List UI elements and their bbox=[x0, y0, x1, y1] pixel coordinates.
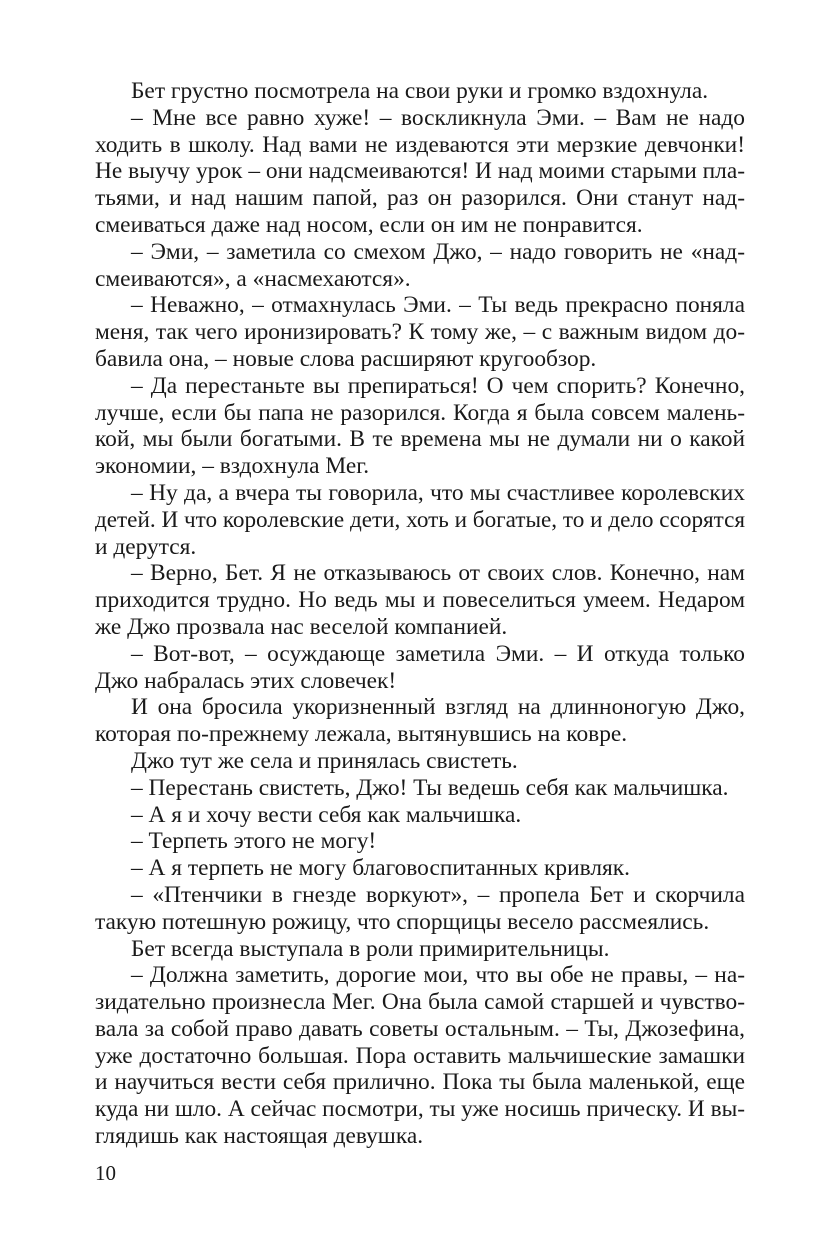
text-line: – А я и хочу вести себя как мальчишка. bbox=[131, 801, 522, 828]
text-line: и научиться вести себя прилично. Пока ты была маленькой, еще bbox=[95, 1069, 745, 1096]
text-line: тьями, и над нашим папой, раз он разорился. Они станут над- bbox=[95, 185, 745, 212]
text-line: смеиваться даже над носом, если он им не понравится. bbox=[95, 211, 643, 238]
text-line: – Вот-вот, – осуждающе заметила Эми. – И откуда только bbox=[131, 640, 745, 667]
text-line: – Ну да, а вчера ты говорила, что мы счастливее королевских bbox=[131, 479, 745, 506]
text-line: уже достаточно большая. Пора оставить мальчишеские замашки bbox=[95, 1042, 745, 1069]
text-line: – Должна заметить, дорогие мои, что вы обе не правы, – на- bbox=[131, 962, 745, 989]
text-line: вала за собой право давать советы остальным. – Ты, Джозефина, bbox=[95, 1015, 745, 1042]
text-line: куда ни шло. А сейчас посмотри, ты уже носишь прическу. И вы- bbox=[95, 1096, 745, 1123]
text-line: смеиваются», а «насмехаются». bbox=[95, 265, 411, 292]
text-line: Джо тут же села и принялась свистеть. bbox=[131, 747, 518, 774]
text-line: Бет грустно посмотрела на свои руки и громко вздохнула. bbox=[131, 78, 709, 104]
text-line: такую потешную рожицу, что спорщицы весело рассмеялись. bbox=[95, 908, 710, 935]
text-line: детей. И что королевские дети, хоть и богатые, то и дело ссорятся bbox=[95, 506, 745, 533]
text-line: – Мне все равно хуже! – воскликнула Эми. – Вам не надо bbox=[131, 104, 745, 131]
text-line: же Джо прозвала нас веселой компанией. bbox=[95, 613, 508, 640]
text-line: зидательно произнесла Мег. Она была самой старшей и чувство- bbox=[95, 989, 745, 1016]
text-line: которая по-прежнему лежала, вытянувшись на ковре. bbox=[95, 721, 628, 748]
text-line: глядишь как настоящая девушка. bbox=[95, 1123, 424, 1150]
text-line: ходить в школу. Над вами не издеваются эти мерзкие девчонки! bbox=[95, 131, 745, 158]
text-line: – Терпеть этого не могу! bbox=[131, 828, 377, 855]
text-line: лучше, если бы папа не разорился. Когда я была совсем малень- bbox=[95, 399, 745, 426]
text-line: – «Птенчики в гнезде воркуют», – пропела Бет и скорчила bbox=[131, 881, 745, 908]
text-line: Джо набралась этих словечек! bbox=[95, 667, 397, 694]
text-line: Не выучу урок – они надсмеиваются! И над моими старыми пла- bbox=[95, 158, 745, 185]
body-text bbox=[95, 78, 745, 1150]
text-line: кой, мы были богатыми. В те времена мы не думали ни о какой bbox=[95, 426, 745, 453]
text-line: бавила она, – новые слова расширяют кругообзор. bbox=[95, 345, 597, 372]
page-number: 10 bbox=[95, 1161, 116, 1185]
text-line: и дерутся. bbox=[95, 533, 197, 560]
text-line: приходится трудно. Но ведь мы и повеселиться умеем. Недаром bbox=[95, 587, 745, 614]
text-line: – Эми, – заметила со смехом Джо, – надо говорить не «над- bbox=[131, 238, 745, 265]
text-line: – А я терпеть не могу благовоспитанных кривляк. bbox=[131, 855, 631, 882]
text-line: экономии, – вздохнула Мег. bbox=[95, 453, 370, 480]
text-line: И она бросила укоризненный взгляд на длинноногую Джо, bbox=[131, 694, 745, 721]
text-line: – Неважно, – отмахнулась Эми. – Ты ведь прекрасно поняла bbox=[131, 292, 745, 319]
text-line: – Верно, Бет. Я не отказываюсь от своих слов. Конечно, нам bbox=[131, 560, 745, 587]
text-line: – Перестань свистеть, Джо! Ты ведешь себя как мальчишка. bbox=[131, 774, 729, 801]
text-line: меня, так чего иронизировать? К тому же, – с важным видом до- bbox=[95, 319, 745, 346]
text-line: Бет всегда выступала в роли примирительницы. bbox=[131, 935, 610, 962]
text-line: – Да перестаньте вы препираться! О чем спорить? Конечно, bbox=[131, 372, 745, 399]
